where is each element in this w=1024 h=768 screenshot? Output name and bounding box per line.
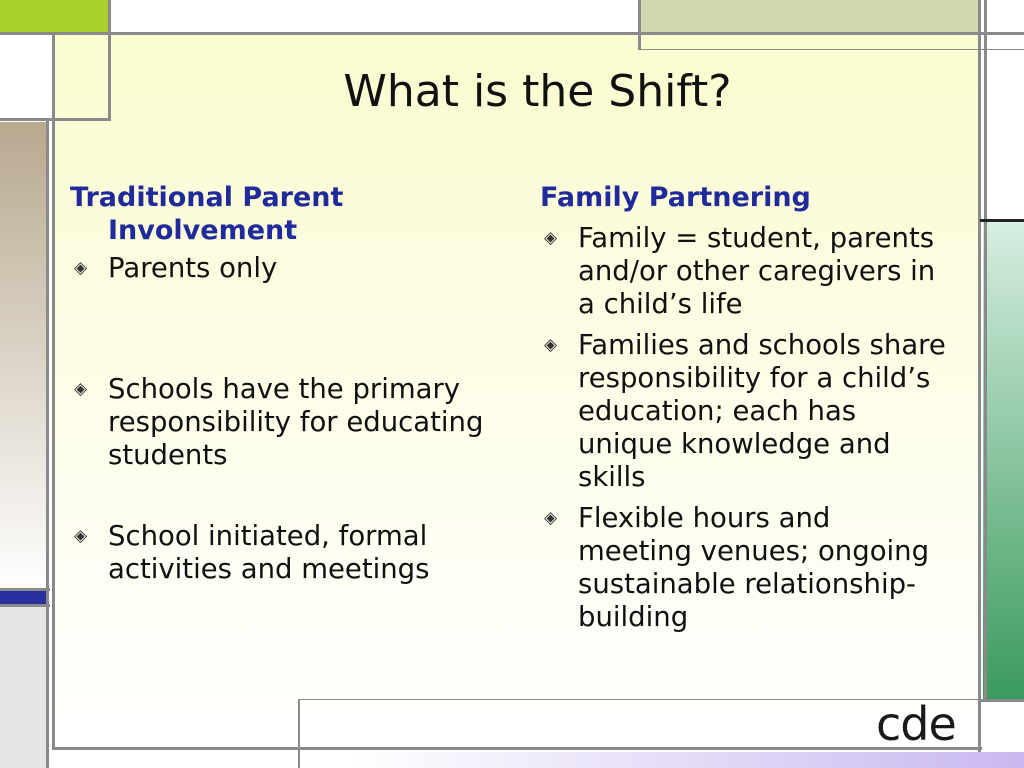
left-bullet-1 [70,252,510,285]
left-column [70,181,510,586]
cde-logo: cde [876,697,956,751]
right-bullet-1-text: Family = student, parents and/or other caregivers in a child’s life [578,222,936,320]
diamond-bullet-icon: ◈ [544,508,558,528]
frame-line-top [0,32,1024,35]
diamond-bullet-icon: ◈ [74,258,88,278]
left-heading-line2: Involvement [108,215,298,246]
right-bullet-2-text: Families and schools share responsibility for a child’s education; each has unique knowledge and skills [578,329,946,493]
frame-line-green-top [980,219,1024,222]
frame-line-left-mid [0,588,50,591]
diamond-bullet-icon: ◈ [74,526,88,546]
taupe-block-left [0,122,48,592]
lime-block-top [0,0,110,32]
lavender-strip-bottom [350,752,1024,768]
right-bullet-2 [540,329,950,494]
right-bullet-3-text: Flexible hours and meeting venues; ongoing sustainable relationship-building [578,502,930,633]
right-bullet-1 [540,222,950,321]
frame-line-taupe-right [46,118,49,768]
olive-block-top [640,0,980,32]
diamond-bullet-icon: ◈ [544,335,558,355]
frame-line-bottom [52,747,982,750]
left-bullet-1-text: Parents only [108,252,278,284]
frame-line-top-right [640,49,1024,50]
left-bullet-2 [70,373,510,472]
diamond-bullet-icon: ◈ [74,379,88,399]
left-bullet-2-text: Schools have the primary responsibility for educating students [108,373,484,471]
left-heading-line1: Traditional Parent [70,182,344,213]
grey-block-left [0,606,48,768]
frame-line-olive-left [638,0,641,50]
diamond-bullet-icon: ◈ [544,228,558,248]
frame-line-lime-bottom [0,118,111,121]
left-bullet-3-text: School initiated, formal activities and meetings [108,520,430,585]
frame-line-lime-left [52,32,55,748]
frame-line-left-low [0,604,50,607]
left-column-heading [70,181,510,247]
frame-line-logo-left [298,699,300,768]
slide-title: What is the Shift? [343,66,732,117]
left-bullet-3 [70,520,510,586]
frame-line-green-bottom [980,699,1024,702]
green-block-right [983,222,1024,700]
navy-strip-left [0,590,48,604]
right-bullet-3 [540,502,950,634]
right-column-heading: Family Partnering [540,182,811,213]
right-column [540,181,950,634]
